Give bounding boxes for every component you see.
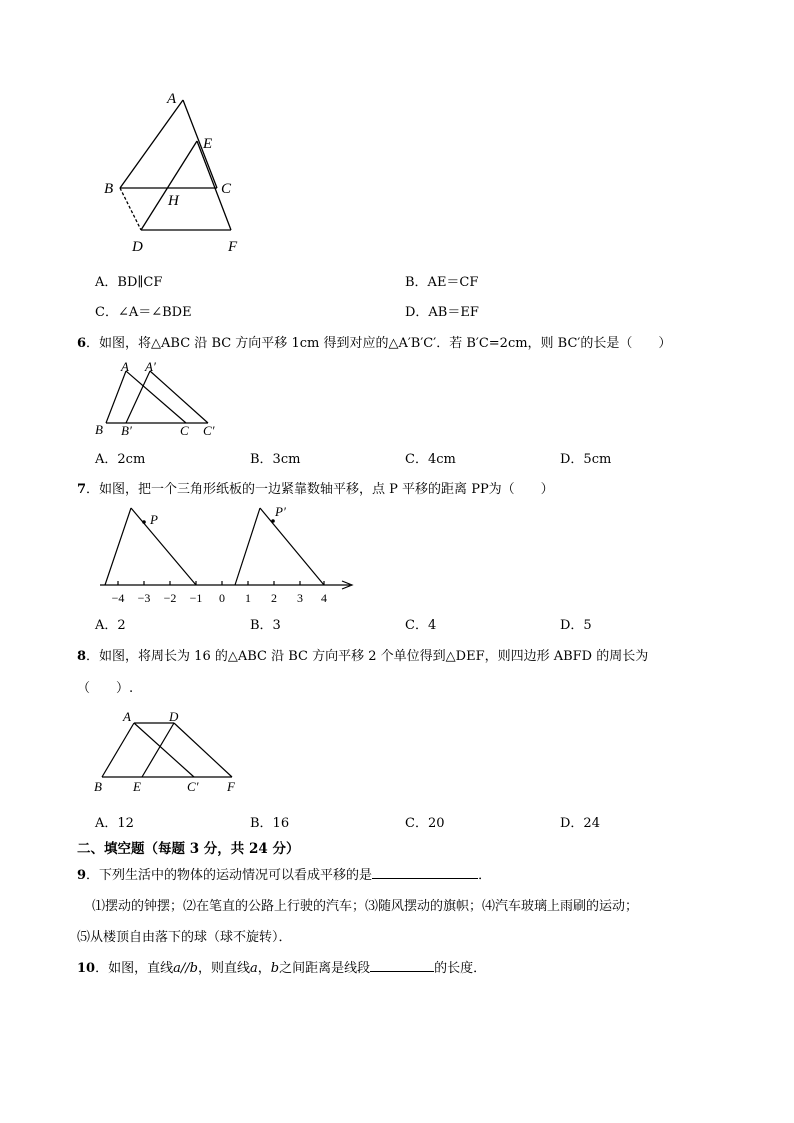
label-A-prime: A′	[145, 359, 156, 374]
label-F: F	[228, 239, 238, 255]
label-B-prime: B′	[121, 423, 132, 438]
q6-option-c[interactable]: C．4cm	[405, 452, 456, 467]
label-E: E	[133, 779, 141, 794]
label-A: A	[121, 359, 129, 374]
q6-figure	[90, 355, 230, 440]
q7-option-c[interactable]: C．4	[405, 618, 437, 633]
label-D: D	[169, 709, 179, 724]
label-E: E	[203, 136, 213, 152]
tick-label: −1	[189, 591, 203, 605]
tick-label: 0	[219, 591, 225, 605]
label-P: P	[150, 512, 158, 527]
label-B: B	[94, 779, 102, 794]
q7-option-d[interactable]: D．5	[560, 618, 592, 633]
q9-items-line2: ⑸从楼顶自由落下的球（球不旋转）．	[77, 930, 292, 945]
q8-stem-cont: （ ）.	[77, 681, 134, 696]
label-A: A	[123, 709, 131, 724]
answer-blank[interactable]	[370, 959, 434, 972]
label-C: C	[221, 181, 232, 197]
section-title: 二、填空题（每题 3 分，共 24 分）	[77, 841, 300, 857]
label-C-prime: C′	[203, 423, 215, 438]
tick-label: −4	[111, 591, 125, 605]
q10-stem: 10．如图，直线a//b，则直线a，b之间距离是线段 的长度．	[77, 961, 487, 976]
q6-stem: 6．如图，将△ABC 沿 BC 方向平移 1cm 得到对应的△A′B′C′．若 B′C=2cm，则 BC′的长是（ ）	[77, 336, 672, 351]
q5-option-b[interactable]: B．AE＝CF	[405, 275, 479, 290]
tick-label: −2	[163, 591, 177, 605]
q7-stem: 7．如图，把一个三角形纸板的一边紧靠数轴平移，点 P 平移的距离 PP为（ ）	[77, 482, 554, 497]
tick-label: 3	[297, 591, 303, 605]
label-H: H	[168, 193, 179, 209]
q6-option-d[interactable]: D．5cm	[560, 452, 612, 467]
label-D: D	[132, 239, 143, 255]
q6-option-a[interactable]: A．2cm	[95, 452, 146, 467]
q9-items-line1: ⑴摆动的钟摆；⑵在笔直的公路上行驶的汽车；⑶随风摆动的旗帜；⑷汽车玻璃上雨刷的运动；	[92, 899, 639, 914]
tick-label: 1	[245, 591, 251, 605]
q8-figure	[90, 705, 250, 800]
q8-option-b[interactable]: B．16	[250, 816, 290, 831]
tick-label: −3	[137, 591, 151, 605]
q5-option-a[interactable]: A．BD∥CF	[95, 275, 163, 290]
q8-stem: 8．如图，将周长为 16 的△ABC 沿 BC 方向平移 2 个单位得到△DEF，则四边形 ABFD 的周长为	[77, 649, 649, 664]
label-C: C	[180, 423, 189, 438]
q7-option-b[interactable]: B．3	[250, 618, 281, 633]
label-B: B	[104, 181, 114, 197]
label-B: B	[95, 422, 103, 437]
q7-figure	[92, 500, 362, 610]
label-A: A	[167, 91, 177, 107]
q8-option-a[interactable]: A．12	[95, 816, 134, 831]
q9-stem: 9．下列生活中的物体的运动情况可以看成平移的是 ．	[77, 868, 492, 883]
tick-label: 2	[271, 591, 277, 605]
q5-option-c[interactable]: C．∠A＝∠BDE	[95, 305, 192, 320]
q7-option-a[interactable]: A．2	[95, 618, 126, 633]
tick-label: 4	[321, 591, 327, 605]
q8-option-d[interactable]: D．24	[560, 816, 600, 831]
q8-option-c[interactable]: C．20	[405, 816, 445, 831]
label-C: C′	[187, 779, 199, 794]
answer-blank[interactable]	[372, 866, 478, 879]
q5-option-d[interactable]: D．AB＝EF	[405, 305, 479, 320]
label-P-prime: P′	[275, 504, 286, 519]
q6-option-b[interactable]: B．3cm	[250, 452, 301, 467]
q5-figure	[95, 85, 265, 260]
label-F: F	[227, 779, 235, 794]
